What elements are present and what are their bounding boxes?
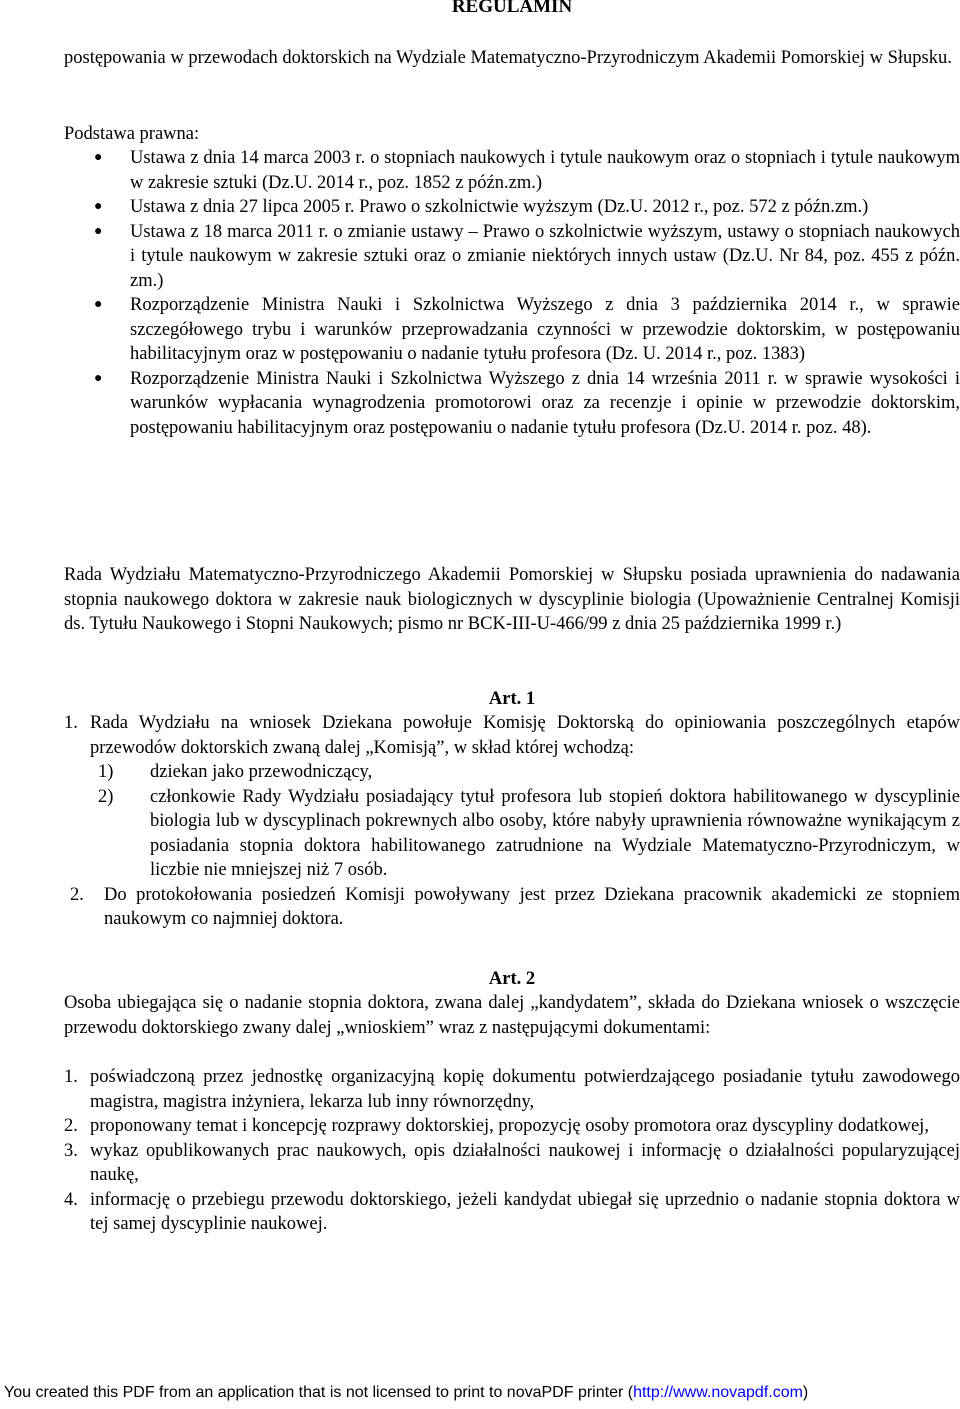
art1-paragraph-1: 1. Rada Wydziału na wniosek Dziekana powołuje Komisję Doktorską do opiniowania poszczególnych etapów przewodów doktorskich zwaną dalej „Komisją”, w skład której wchodzą: xyxy=(64,713,960,758)
subitem-number: 1) xyxy=(98,762,114,782)
rada-paragraph: Rada Wydziału Matematyczno-Przyrodniczego Akademii Pomorskiej w Słupsku posiada uprawnienia do nadawania stopnia naukowego doktora w zakresie nauk biologicznych w dyscyplinie biologia (Upoważnienie Centralnej Komisji ds. Tytułu Naukowego i Stopni Naukowych; pismo nr BCK-III-U-466/99 z dnia 25 października 1999 r.) xyxy=(64,565,960,634)
art1-heading: Art. 1 xyxy=(488,689,536,709)
subitem-number: 2) xyxy=(98,786,114,807)
art1-subitem-2: 2) członkowie Rady Wydziału posiadający tytuł profesora lub stopień doktora habilitowanego w dyscyplinie biologia lub w dyscyplinach pokrewnych albo osoby, które nabyły uprawnienia równoważne wynikającym z posiadania stopnia doktora habilitowanego zatrudnione na Wydziale Matematyczno-Przyrodniczym, w liczbie nie mniejszej niż 7 osób. xyxy=(98,786,960,880)
paragraph-number: 2. xyxy=(70,884,84,905)
list-item: 3. wykaz opublikowanych prac naukowych, opis działalności naukowej i informację o działalności popularyzującej naukę, xyxy=(64,1140,960,1185)
art2-document-list xyxy=(64,1065,960,1237)
legal-basis-item: ● Ustawa z dnia 14 marca 2003 r. o stopniach naukowych i tytule naukowym oraz o stopniach i tytule naukowym w zakresie sztuki (Dz.U. 2014 r., poz. 1852 z późn.zm.) xyxy=(94,148,960,193)
bullet-icon: ● xyxy=(94,297,103,312)
pdf-footer-notice: You created this PDF from an application that is not licensed to print to novaPDF printer (http://www.novapdf.com) xyxy=(4,1384,809,1401)
bullet-icon: ● xyxy=(94,223,103,239)
intro-paragraph: postępowania w przewodach doktorskich na Wydziale Matematyczno-Przyrodniczym Akademii Pomorskiej w Słupsku. xyxy=(64,48,952,68)
bullet-icon: ● xyxy=(94,199,103,214)
art2-heading: Art. 2 xyxy=(488,969,536,989)
legal-basis-list xyxy=(64,146,960,440)
legal-basis-item: ● Rozporządzenie Ministra Nauki i Szkolnictwa Wyższego z dnia 3 października 2014 r., w sprawie szczegółowego trybu i warunków przeprowadzania czynności w przewodzie doktorskim, w postępowaniu habilitacyjnym oraz w postępowaniu o nadanie tytułu profesora (Dz. U. 2014 r., poz. 1383) xyxy=(94,295,960,364)
document-title: REGULAMIN xyxy=(451,0,573,17)
novapdf-link[interactable]: http://www.novapdf.com xyxy=(633,1384,803,1401)
art1-body xyxy=(64,711,960,932)
art2-intro: Osoba ubiegająca się o nadanie stopnia doktora, zwana dalej „kandydatem”, składa do Dziekana wniosek o wszczęcie przewodu doktorskiego zwany dalej „wnioskiem” wraz z następującymi dokumentami: xyxy=(64,993,960,1038)
legal-basis-item: ● Rozporządzenie Ministra Nauki i Szkolnictwa Wyższego z dnia 14 września 2011 r. w sprawie wysokości i warunków wypłacania wynagrodzenia promotorowi oraz za recenzje i opinie w przewodzie doktorskim, postępowaniu habilitacyjnym oraz postępowaniu o nadanie tytułu profesora (Dz.U. 2014 r. poz. 48). xyxy=(94,368,960,438)
list-item: 4. informację o przebiegu przewodu doktorskiego, jeżeli kandydat ubiegał się uprzednio o nadanie stopnia doktora w tej samej dyscyplinie naukowej. xyxy=(64,1189,960,1234)
list-item: 1. poświadczoną przez jednostkę organizacyjną kopię dokumentu potwierdzającego posiadanie tytułu zawodowego magistra, magistra inżyniera, lekarza lub inny równorzędny, xyxy=(64,1067,960,1112)
legal-basis-item: ● Ustawa z dnia 27 lipca 2005 r. Prawo o szkolnictwie wyższym (Dz.U. 2012 r., poz. 572 z późn.zm.) xyxy=(64,195,960,220)
list-item: 2. proponowany temat i koncepcję rozprawy doktorskiej, propozycję osoby promotora oraz dyscypliny dodatkowej, xyxy=(64,1116,929,1136)
legal-basis-label: Podstawa prawna: xyxy=(64,124,200,144)
legal-basis-item: ● Ustawa z 18 marca 2011 r. o zmianie ustawy – Prawo o szkolnictwie wyższym, ustawy o stopniach naukowych i tytule naukowym w zakresie sztuki oraz o zmianie niektórych innych ustaw (Dz.U. Nr 84, poz. 455 z późn. zm.) xyxy=(94,221,960,291)
paragraph-number: 1. xyxy=(64,713,78,733)
art1-subitem-1: 1) dziekan jako przewodniczący, xyxy=(90,760,960,785)
bullet-icon: ● xyxy=(94,370,103,386)
bullet-icon: ● xyxy=(94,150,103,165)
art1-paragraph-2: 2. Do protokołowania posiedzeń Komisji powoływany jest przez Dziekana pracownik akademicki ze stopniem naukowym co najmniej doktora. xyxy=(70,884,960,929)
